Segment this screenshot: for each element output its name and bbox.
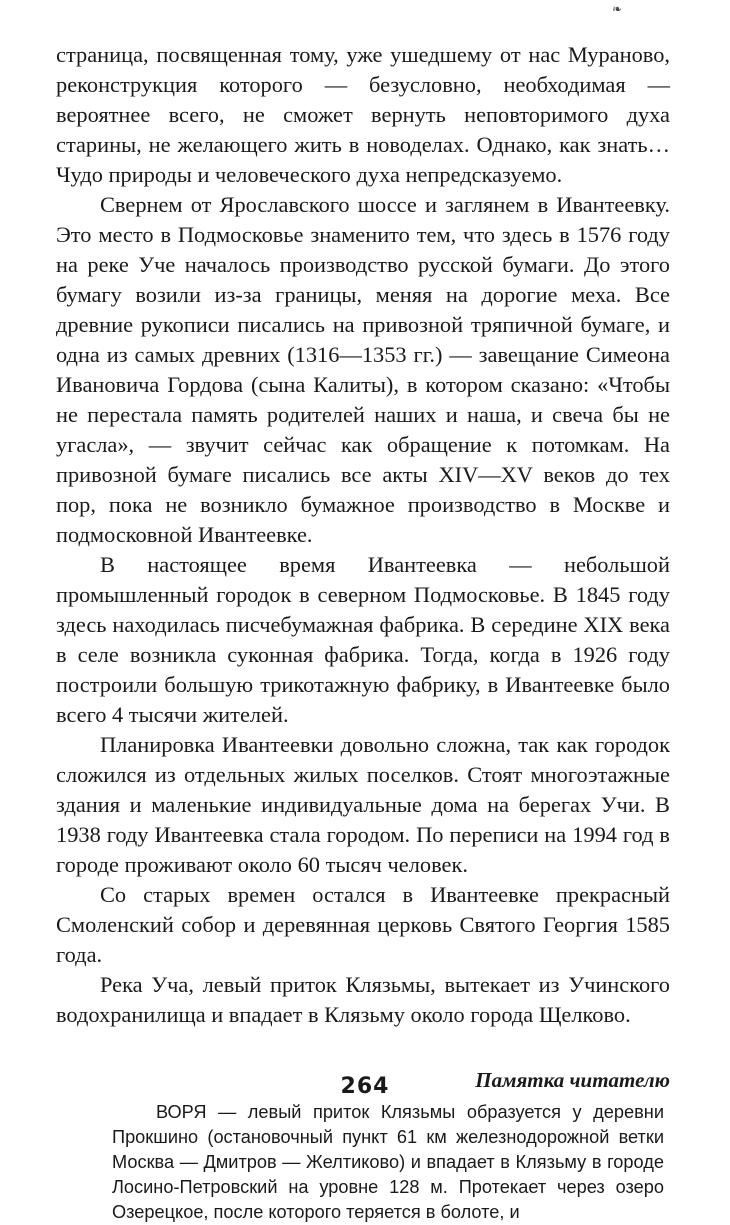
paragraph-3: В настоящее время Ивантеевка — небольшой промышленный городок в северном Подмосковье. В 1845 году здесь находилась писчебумажная фабрика. В середине XIX века в селе возникла суконная фабрика. Тогда, когда в 1926 году построили большую трикотажную фабрику, в Ивантеевке было всего 4 тысячи жителей. [56, 552, 670, 727]
paragraph-5: Со старых времен остался в Ивантеевке прекрасный Смоленский собор и деревянная церковь Святого Георгия 1585 года. [56, 882, 670, 967]
page-content [56, 40, 670, 1225]
paragraph-2: Свернем от Ярославского шоссе и заглянем в Ивантеевку. Это место в Подмосковье знаменито тем, что здесь в 1576 году на реке Уче началось производство русской бумаги. До этого бумагу возили из-за границы, меняя на дорогие меха. Все древние рукописи писались на привозной тряпичной бумаге, и одна из самых древних (1316—1353 гг.) — завещание Симеона Ивановича Гордова (сына Калиты), в котором сказано: «Чтобы не перестала память родителей наших и наша, и свеча бы не угасла», — звучит сейчас как обращение к потомкам. На привозной бумаге писались все акты XIV—XV веков до тех пор, пока не возникло бумажное производство в Москве и подмосковной Ивантеевке. [56, 192, 670, 547]
main-text [56, 40, 670, 1030]
paragraph-4: Планировка Ивантеевки довольно сложна, так как городок сложился из отдельных жилых поселков. Стоят многоэтажные здания и маленькие индивидуальные дома на берегах Учи. В 1938 году Ивантеевка стала городом. По переписи на 1994 год в городе проживают около 60 тысяч человек. [56, 732, 670, 877]
corner-ornament-icon: ❧ [611, 2, 622, 16]
reader-note-heading: Памятка читателю [475, 1068, 670, 1092]
page-number: 264 [340, 1074, 390, 1099]
paragraph-1: страница, посвященная тому, уже ушедшему от нас Мураново, реконструкция которого — безусловно, необходимая — вероятнее всего, не сможет вернуть неповторимого духа старины, не желающего жить в новоделах. Однако, как знать… Чудо природы и человеческого духа непредсказуемо. [56, 42, 670, 187]
reader-note-text: ВОРЯ — левый приток Клязьмы образуется у деревни Прокшино (остановочный пункт 61 км железнодорожной ветки Москва — Дмитров — Желтиково) и впадает в Клязьму в городе Лосино-Петровский на уровне 128 м. Протекает через озеро Озерецкое, после которого теряется в болоте, и [112, 1102, 664, 1222]
reader-note [112, 1100, 664, 1225]
paragraph-6: Река Уча, левый приток Клязьмы, вытекает из Учинского водохранилища и впадает в Клязьму около города Щелково. [56, 972, 670, 1027]
